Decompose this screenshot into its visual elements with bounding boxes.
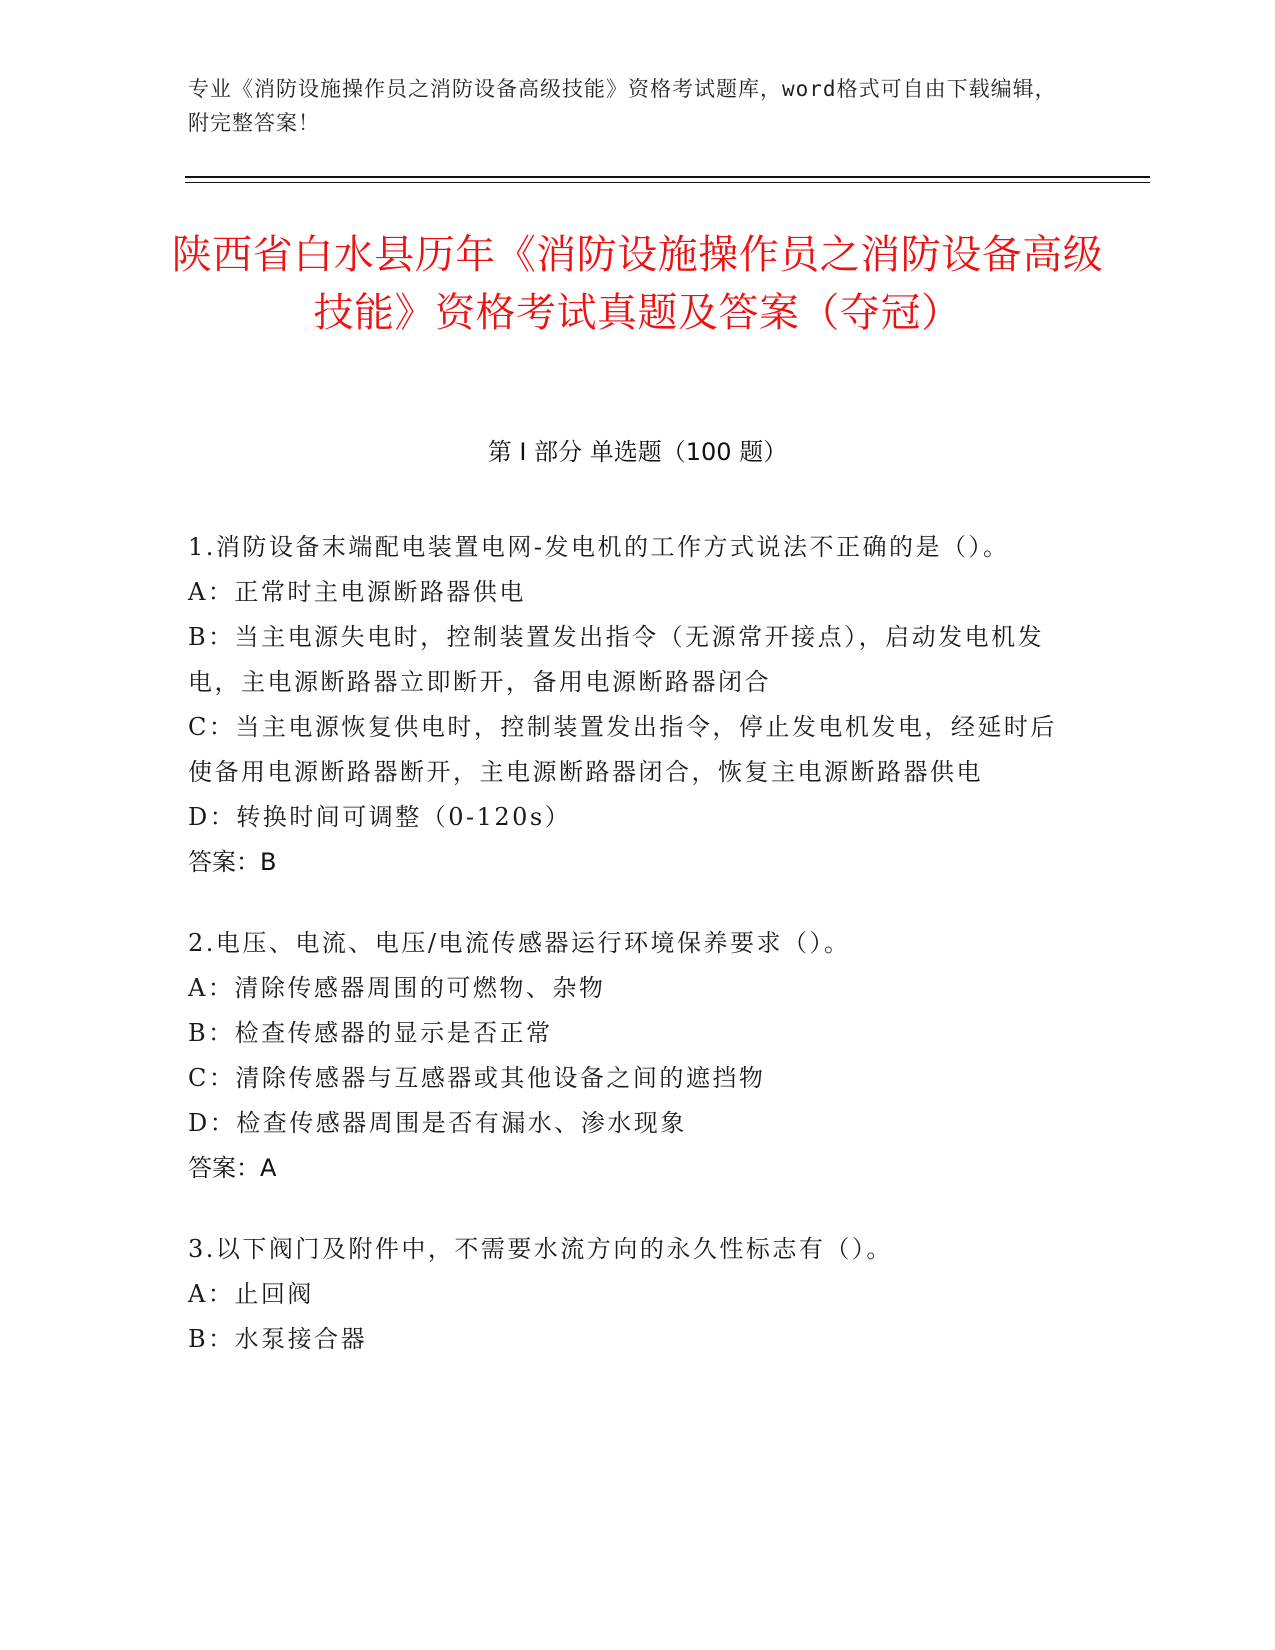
answer-label: 答案：A — [188, 1154, 277, 1182]
document-title: 陕西省白水县历年《消防设施操作员之消防设备高级技能》资格考试真题及答案（夺冠） — [171, 232, 1104, 336]
option-b: B：检查传感器的显示是否正常 — [188, 1019, 553, 1047]
question-stem: 3.以下阀门及附件中，不需要水流方向的永久性标志有（）。 — [188, 1235, 893, 1263]
question-stem: 1.消防设备末端配电装置电网-发电机的工作方式说法不正确的是（）。 — [188, 533, 1010, 561]
answer-label: 答案：B — [188, 848, 277, 876]
header-divider-thick — [185, 176, 1150, 178]
question-list — [188, 525, 1068, 1398]
option-a: A：清除传感器周围的可燃物、杂物 — [188, 974, 606, 1002]
option-d: D：检查传感器周围是否有漏水、渗水现象 — [188, 1109, 687, 1137]
option-b: B：当主电源失电时，控制装置发出指令（无源常开接点），启动发电机发电，主电源断路器立即断开，备用电源断路器闭合 — [188, 623, 1045, 696]
question-3 — [188, 1227, 1068, 1362]
section-heading: 第 I 部分 单选题（100 题） — [487, 438, 788, 466]
header-note: 专业《消防设施操作员之消防设备高级技能》资格考试题库，word格式可自由下载编辑，附完整答案！ — [188, 77, 1057, 135]
question-2 — [188, 921, 1068, 1191]
header-divider-thin — [185, 182, 1150, 183]
question-stem: 2.电压、电流、电压/电流传感器运行环境保养要求（）。 — [188, 929, 851, 957]
option-c: C：当主电源恢复供电时，控制装置发出指令，停止发电机发电，经延时后使备用电源断路器断开，主电源断路器闭合，恢复主电源断路器供电 — [188, 713, 1057, 786]
option-a: A：正常时主电源断路器供电 — [188, 578, 526, 606]
question-1 — [188, 525, 1068, 885]
option-b: B：水泵接合器 — [188, 1325, 368, 1353]
option-d: D：转换时间可调整（0-120s） — [188, 803, 572, 831]
option-a: A：止回阀 — [188, 1280, 314, 1308]
option-c: C：清除传感器与互感器或其他设备之间的遮挡物 — [188, 1064, 766, 1092]
